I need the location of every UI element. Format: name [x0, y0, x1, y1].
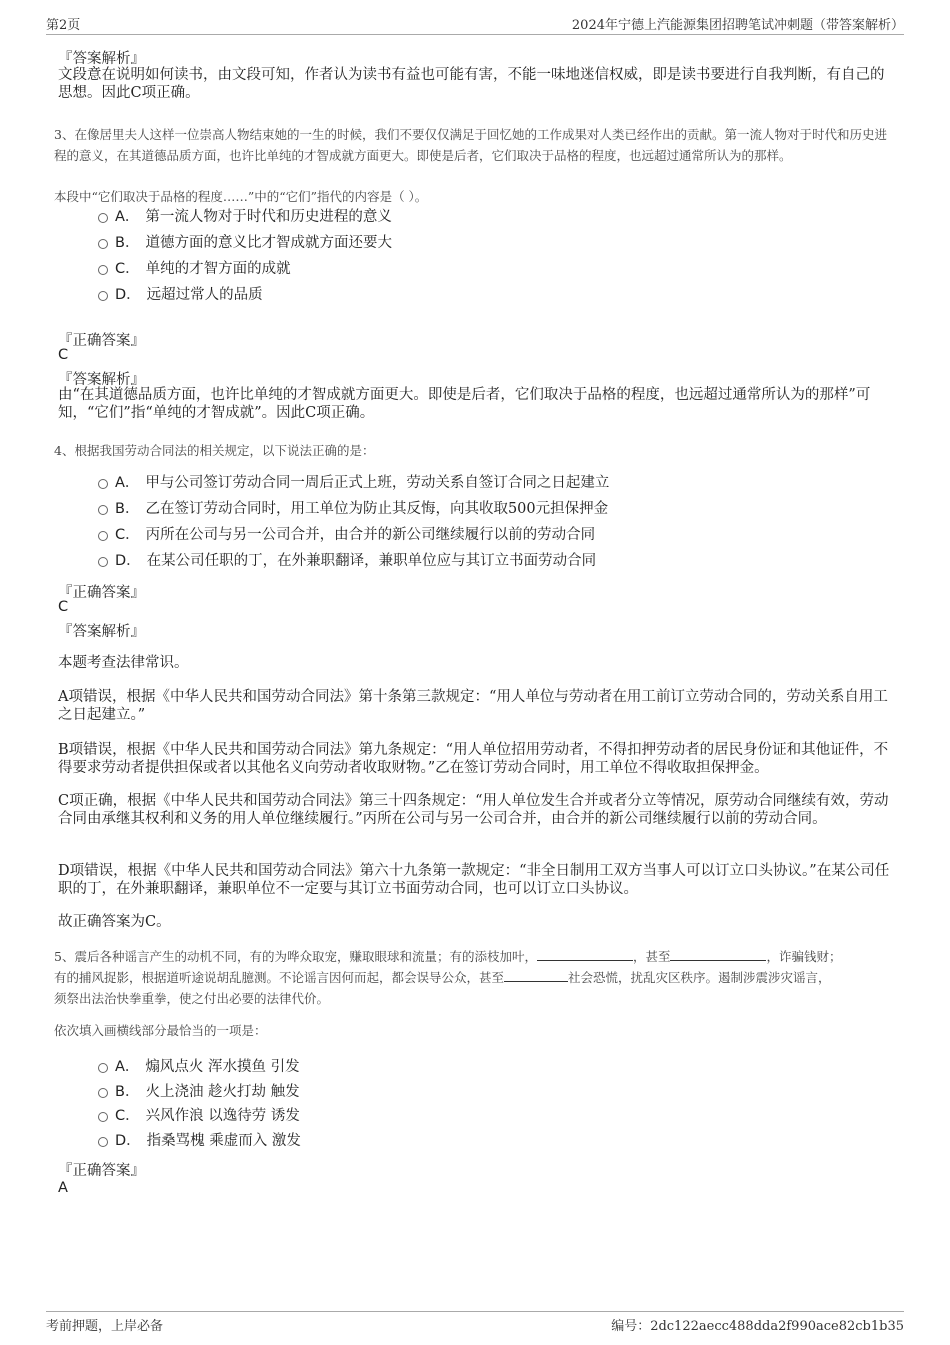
radio-icon[interactable] [98, 213, 108, 223]
q3-option-c[interactable]: C． 单纯的才智方面的成就 [98, 259, 291, 279]
radio-icon[interactable] [98, 1088, 108, 1098]
correct-answer-label: 『正确答案』 [58, 585, 145, 601]
q4-option-d[interactable]: D． 在某公司任职的丁，在外兼职翻译，兼职单位应与其订立书面劳动合同 [98, 551, 596, 571]
analysis-label: 『答案解析』 [58, 624, 145, 640]
radio-icon[interactable] [98, 265, 108, 275]
radio-icon[interactable] [98, 505, 108, 515]
q4-option-c[interactable]: C． 丙所在公司与另一公司合并，由合并的新公司继续履行以前的劳动合同 [98, 525, 595, 545]
q4-analysis-c: C项正确，根据《中华人民共和国劳动合同法》第三十四条规定：“用人单位发生合并或者分立等情况，原劳动合同继续有效，劳动合同由承继其权利和义务的用人单位继续履行。”丙所在公司与另一公司合并，由合并的新公司继续履行以前的劳动合同。 [58, 793, 889, 827]
q4-option-b[interactable]: B． 乙在签订劳动合同时，用工单位为防止其反悔，向其收取500元担保押金 [98, 499, 608, 519]
radio-icon[interactable] [98, 1112, 108, 1122]
radio-icon[interactable] [98, 1137, 108, 1147]
q4-answer: C [58, 599, 69, 615]
q5-answer: A [58, 1180, 68, 1196]
q3-analysis-text: 由“在其道德品质方面，也许比单纯的才智成就方面更大。即使是后者，它们取决于品格的程度，也远超过通常所认为的那样”可知，“它们”指“单纯的才智成就”。因此C项正确。 [58, 387, 871, 421]
document-id: 编号：2dc122aecc488dda2f990ace82cb1b35 [611, 1319, 904, 1334]
q4-stem: 4、根据我国劳动合同法的相关规定，以下说法正确的是： [54, 443, 375, 458]
correct-answer-label: 『正确答案』 [58, 1163, 145, 1179]
q3-option-b[interactable]: B． 道德方面的意义比才智成就方面还要大 [98, 233, 392, 253]
q4-analysis-d: D项错误，根据《中华人民共和国劳动合同法》第六十九条第一款规定：“非全日制用工双方当事人可以订立口头协议。”在某公司任职的丁，在外兼职翻译，兼职单位不一定要与其订立书面劳动合同，也可以订立口头协议。 [58, 863, 890, 897]
q4-conclusion: 故正确答案为C。 [58, 914, 171, 930]
document-title: 2024年宁德上汽能源集团招聘笔试冲刺题（带答案解析） [571, 18, 904, 33]
analysis-label: 『答案解析』 [58, 372, 145, 388]
page-header [46, 12, 904, 35]
radio-icon[interactable] [98, 1063, 108, 1073]
q4-option-a[interactable]: A． 甲与公司签订劳动合同一周后正式上班，劳动关系自签订合同之日起建立 [98, 473, 609, 493]
q3-option-a[interactable]: A． 第一流人物对于时代和历史进程的意义 [98, 207, 392, 227]
fill-blank-2 [670, 947, 766, 961]
fill-blank-3 [504, 968, 568, 982]
prev-analysis-text: 文段意在说明如何读书，由文段可知，作者认为读书有益也可能有害，不能一味地迷信权威，即是读书要进行自我判断，有自己的思想。因此C项正确。 [58, 67, 885, 101]
correct-answer-label: 『正确答案』 [58, 333, 145, 349]
radio-icon[interactable] [98, 531, 108, 541]
radio-icon[interactable] [98, 557, 108, 567]
analysis-label: 『答案解析』 [58, 51, 145, 67]
page-footer [46, 1311, 904, 1336]
fill-blank-1 [537, 947, 633, 961]
q5-option-c[interactable]: C． 兴风作浪 以逸待劳 诱发 [98, 1106, 300, 1126]
q5-option-d[interactable]: D． 指桑骂槐 乘虚而入 激发 [98, 1131, 301, 1151]
q4-analysis-intro: 本题考查法律常识。 [58, 655, 189, 671]
q4-analysis-b: B项错误，根据《中华人民共和国劳动合同法》第九条规定：“用人单位招用劳动者，不得扣押劳动者的居民身份证和其他证件，不得要求劳动者提供担保或者以其他名义向劳动者收取财物。”乙在签订劳动合同时，用工单位不得收取担保押金。 [58, 742, 889, 776]
q5-option-a[interactable]: A． 煽风点火 浑水摸鱼 引发 [98, 1057, 300, 1077]
q3-stem: 3、在像居里夫人这样一位崇高人物结束她的一生的时候，我们不要仅仅满足于回忆她的工作成果对人类已经作出的贡献。第一流人物对于时代和历史进程的意义，在其道德品质方面，也许比单纯的才智成就方面更大。即使是后者，它们取决于品格的程度，也远超过通常所认为的那样。 [54, 127, 887, 163]
q5-question: 依次填入画横线部分最恰当的一项是： [54, 1023, 267, 1038]
footer-slogan: 考前押题，上岸必备 [46, 1319, 164, 1334]
q3-answer: C [58, 347, 69, 363]
q3-option-d[interactable]: D． 远超过常人的品质 [98, 285, 263, 305]
q5-option-b[interactable]: B． 火上浇油 趁火打劫 触发 [98, 1082, 300, 1102]
page-number: 第2页 [46, 18, 81, 33]
q4-analysis-a: A项错误，根据《中华人民共和国劳动合同法》第十条第三款规定：“用人单位与劳动者在用工前订立劳动合同的，劳动关系自用工之日起建立。” [58, 689, 888, 723]
radio-icon[interactable] [98, 479, 108, 489]
q5-stem: 5、震后各种谣言产生的动机不同，有的为哗众取宠，赚取眼球和流量；有的添枝加叶， ，甚至 ，诈骗钱财； 有的捕风捉影，根据道听途说胡乱臆测。不论谣言因何而起，都会误导公众，甚至 社会恐慌，扰乱灾区秩序。遏制涉震涉灾谣言， 须祭出法治快拳重拳，使之付出必要的法律代价。 [54, 949, 842, 1006]
radio-icon[interactable] [98, 239, 108, 249]
radio-icon[interactable] [98, 291, 108, 301]
q3-question: 本段中“它们取决于品格的程度……”中的“它们”指代的内容是（ ）。 [54, 189, 428, 204]
